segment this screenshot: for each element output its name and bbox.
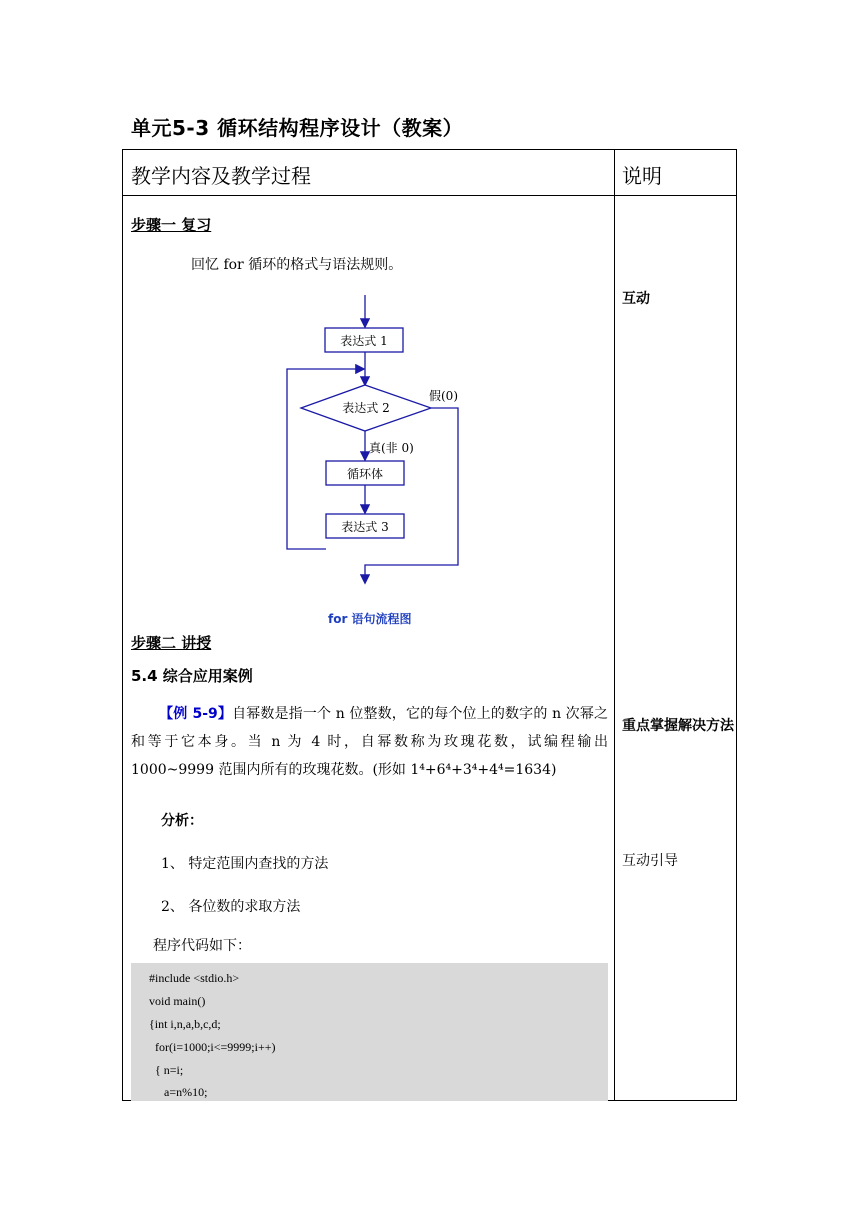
flow-body-label: 循环体 [346,467,384,481]
column-header-content: 教学内容及教学过程 [131,164,311,188]
flow-false-label: 假(0) [429,389,458,403]
header-divider [123,195,736,196]
document-title: 单元5-3 循环结构程序设计（教案） [131,116,464,140]
analysis-point-1: 1、 特定范围内查找的方法 [161,856,329,872]
column-header-notes: 说明 [622,164,662,188]
note-key-point: 重点掌握解决方法 [622,718,734,734]
code-line: #include <stdio.h> [149,971,240,985]
example-text: 自幂数是指一个 n 位整数，它的每个位上的数字的 n 次幂之和等于它本身。当 n 为 4 时，自幂数称为玫瑰花数，试编程输出 1000~9999 范围内所有的玫瑰花数。(形如 1⁴+6⁴+3⁴+4⁴=1634) [131,706,608,778]
flow-diamond-label: 表达式 2 [342,401,390,415]
analysis-point-2: 2、 各位数的求取方法 [161,899,301,915]
code-intro: 程序代码如下： [153,938,251,954]
flowchart-caption: for 语句流程图 [328,612,412,626]
column-divider [614,150,615,1100]
code-line: void main() [149,994,206,1008]
note-interact-guide: 互动引导 [622,853,678,869]
flow-exit-false [365,408,458,582]
flow-box3-label: 表达式 3 [341,520,389,534]
for-flowchart [283,290,483,590]
step2-title: 步骤二 讲授 [131,634,212,652]
code-line: {int i,n,a,b,c,d; [149,1017,221,1031]
step1-title: 步骤一 复习 [131,216,212,234]
code-line: a=n%10; [149,1085,208,1099]
code-line: { n=i; [149,1063,184,1077]
note-interact: 互动 [622,291,650,307]
example-paragraph [131,700,608,784]
step1-text: 回忆 for 循环的格式与语法规则。 [191,257,403,273]
analysis-label: 分析： [161,813,203,829]
section-heading: 5.4 综合应用案例 [131,667,253,685]
code-block [131,963,608,1101]
example-tag: 【例 5-9】 [159,706,233,722]
code-line: for(i=1000;i<=9999;i++) [149,1040,276,1054]
flow-box1-label: 表达式 1 [340,334,388,348]
lesson-table [122,149,737,1101]
flow-true-label: 真(非 0) [369,441,414,455]
